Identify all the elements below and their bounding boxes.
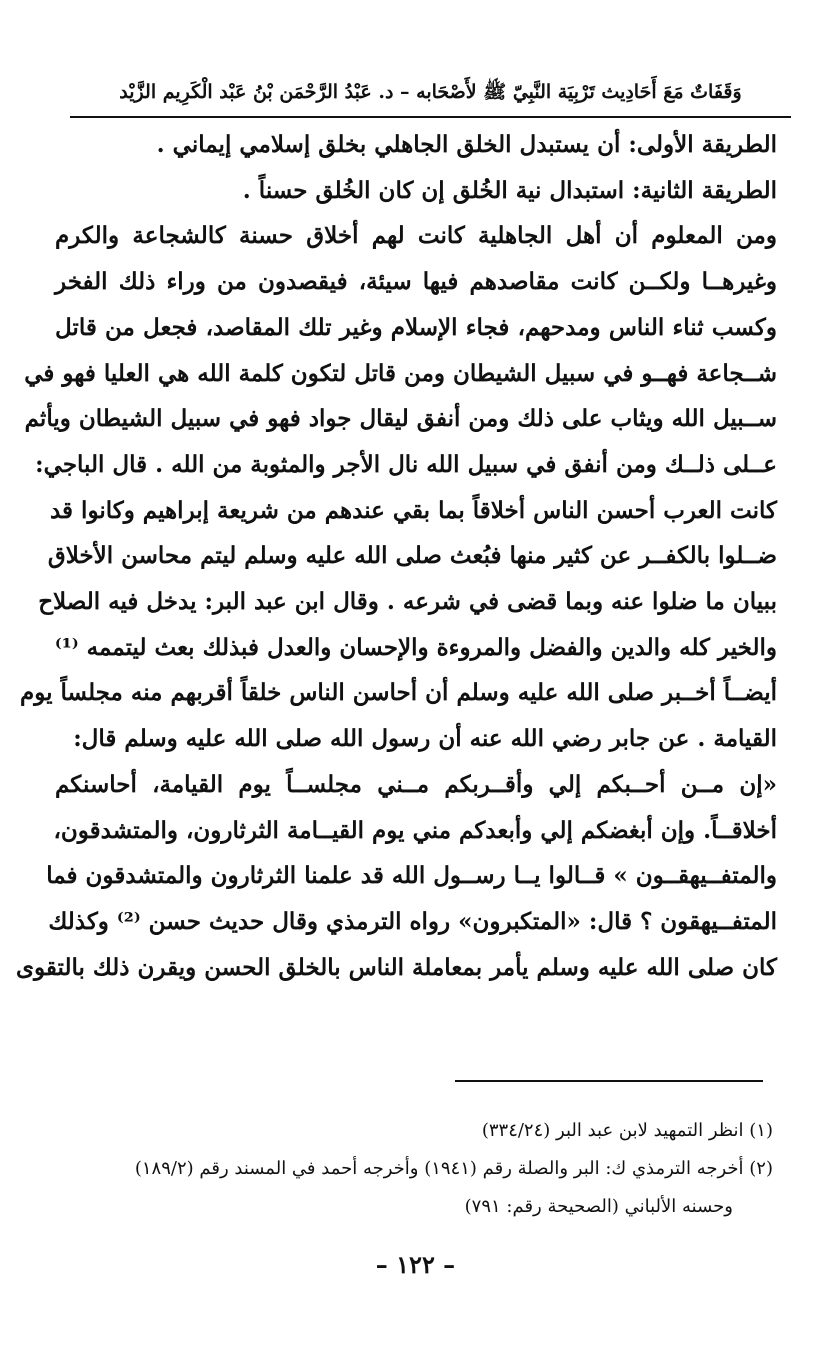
text-line: القيامة . عن جابر رضي الله عنه أن رسول الله صلى الله عليه وسلم قال: xyxy=(73,725,777,753)
header-divider xyxy=(70,116,791,118)
footnote-1: (١) انظر التمهيد لابن عبد البر (٣٣٤/٢٤) xyxy=(481,1120,773,1141)
running-header: وَقَفَاتٌ مَعَ أَحَادِيث تَرْبِيَة النَّبِيّ ﷺ لأَصْحَابه – د. عَبْدُ الرَّحْمَن بْنُ عَبْد الْكَرِيم الزَّيْد xyxy=(119,81,742,103)
hadith-line: أخلاقــاً. وإن أبغضكم إلي وأبعدكم مني يوم القيــامة الثرثارون، والمتشدقون، xyxy=(53,816,777,844)
text-line: أيضــاً أخــبر صلى الله عليه وسلم أن أحاسن الناس خلقاً أقربهم منه مجلساً يوم xyxy=(20,679,777,707)
text-line: عــلى ذلــك ومن أنفق في سبيل الله نال الأجر والمثوبة من الله . قال الباجي: xyxy=(35,450,777,478)
page-number: – ١٢٢ – xyxy=(375,1250,456,1279)
text-line: شــجاعة فهــو في سبيل الشيطان ومن قاتل لتكون كلمة الله هي العليا فهو في xyxy=(24,359,777,387)
footnote-divider xyxy=(455,1080,763,1082)
text-line: الطريقة الثانية: استبدال نية الخُلق إن كان الخُلق حسناً . xyxy=(242,176,777,204)
text-line: ببيان ما ضلوا عنه وبما قضى في شرعه . وقال ابن عبد البر: يدخل فيه الصلاح xyxy=(38,588,777,616)
text-line: كان صلى الله عليه وسلم يأمر بمعاملة الناس بالخلق الحسن ويقرن ذلك بالتقوى xyxy=(16,953,777,981)
text-line: وكسب ثناء الناس ومدحهم، فجاء الإسلام وغير تلك المقاصد، فجعل من قاتل xyxy=(55,313,777,341)
hadith-line: والمتفــيهقــون » قــالوا يــا رســول الله قد علمنا الثرثارون والمتشدقون فما xyxy=(46,862,777,890)
text-line: وغيرهــا ولكــن كانت مقاصدهم فيها سيئة، فيقصدون من وراء ذلك الفخر xyxy=(55,268,777,296)
footnote-2-continuation: وحسنه الألباني (الصحيحة رقم: ٧٩١) xyxy=(464,1196,733,1217)
text-line: والخير كله والدين والفضل والمروءة والإحسان والعدل فبذلك بعث ليتممه ⁽¹⁾ xyxy=(54,633,777,661)
text-line: الطريقة الأولى: أن يستبدل الخلق الجاهلي بخلق إسلامي إيماني . xyxy=(156,131,777,158)
main-text xyxy=(16,122,777,990)
text-line: كانت العرب أحسن الناس أخلاقاً بما بقي عندهم من شريعة إبراهيم وكانوا قد xyxy=(49,496,777,524)
text-line: ومن المعلوم أن أهل الجاهلية كانت لهم أخلاق حسنة كالشجاعة والكرم xyxy=(55,222,777,250)
text-line: المتفــيهقون ؟ قال: «المتكبرون» رواه الترمذي وقال حديث حسن ⁽²⁾ وكذلك xyxy=(48,907,777,935)
text-line: ضــلوا بالكفــر عن كثير منها فبُعث صلى الله عليه وسلم ليتم محاسن الأخلاق xyxy=(47,542,777,570)
footnote-2: (٢) أخرجه الترمذي ك: البر والصلة رقم (١٩٤١) وأخرجه أحمد في المسند رقم (١٨٩/٢) xyxy=(134,1158,773,1179)
hadith-line: «إن مــن أحــبكم إلي وأقــربكم مــني مجلســاً يوم القيامة، أحاسنكم xyxy=(55,770,777,798)
footnotes xyxy=(40,1112,773,1226)
text-line: ســبيل الله ويثاب على ذلك ومن أنفق ليقال جواد فهو في سبيل الشيطان ويأثم xyxy=(24,405,777,433)
